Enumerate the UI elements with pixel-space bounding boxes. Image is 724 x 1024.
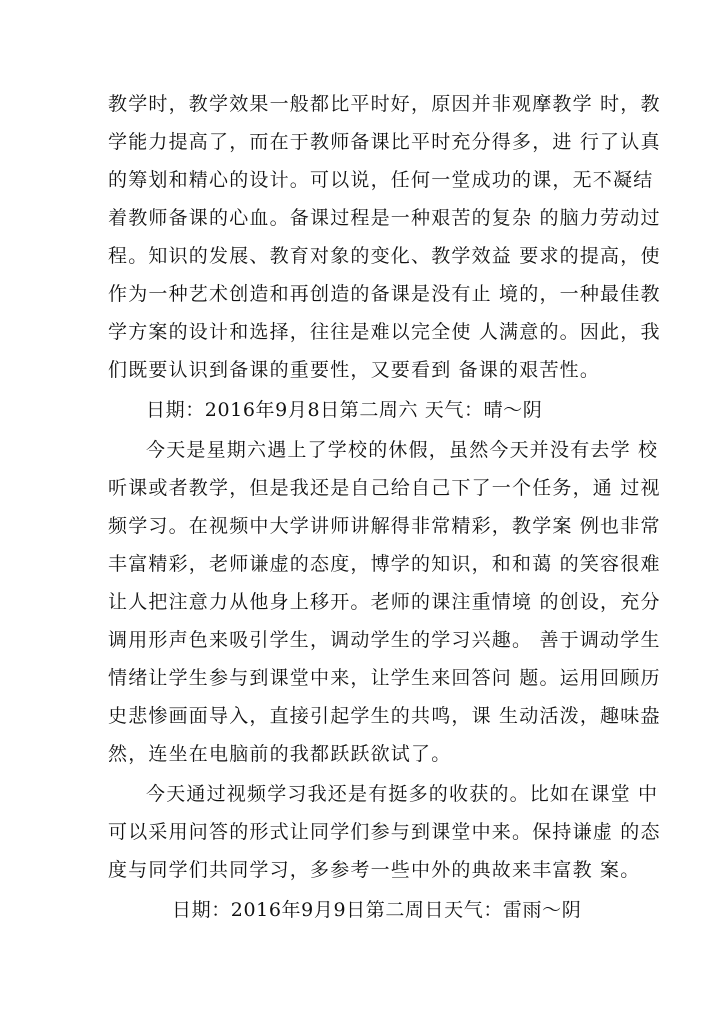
paragraph-line: 作为一种艺术创造和再创造的备课是没有止 境的，一种最佳教 — [108, 283, 661, 305]
paragraph-line: 程。知识的发展、教育对象的变化、教学效益 要求的提高，使 — [108, 245, 661, 267]
paragraph-line: 学能力提高了，而在于教师备课比平时充分得多，进 行了认真 — [108, 131, 661, 153]
paragraph-line: 让人把注意力从他身上移开。老师的课注重情境 的创设，充分 — [108, 591, 661, 613]
paragraph-line: 的筹划和精心的设计。可以说，任何一堂成功的课，无不凝结 — [108, 169, 654, 191]
paragraph-line: 听课或者教学，但是我还是自己给自己下了一个任务，通 过视 — [108, 477, 661, 499]
paragraph-line: 教学时，教学效果一般都比平时好，原因并非观摩教学 时，教 — [108, 93, 661, 115]
paragraph-line: 频学习。在视频中大学讲师讲解得非常精彩，教学案 例也非常 — [108, 515, 661, 537]
paragraph-line: 度与同学们共同学习，多参考一些中外的典故来丰富教 案。 — [108, 859, 641, 881]
diary-date-2: 日期：2016年9月9日第二周日天气：雷雨～阴 — [172, 899, 582, 921]
paragraph-line: 今天通过视频学习我还是有挺多的收获的。比如在课堂 中 — [146, 783, 659, 805]
diary-date-1: 日期：2016年9月8日第二周六 天气：晴～阴 — [146, 399, 543, 421]
paragraph-line: 史悲惨画面导入，直接引起学生的共鸣，课 生动活泼，趣味盎 — [108, 705, 661, 727]
paragraph-line: 情绪让学生参与到课堂中来，让学生来回答问 题。运用回顾历 — [108, 667, 661, 689]
paragraph-line: 可以采用问答的形式让同学们参与到课堂中来。保持谦虚 的态 — [108, 821, 661, 843]
paragraph-line: 们既要认识到备课的重要性，又要看到 备课的艰苦性。 — [108, 359, 601, 381]
paragraph-line: 学方案的设计和选择，往往是难以完全使 人满意的。因此，我 — [108, 321, 661, 343]
paragraph-line: 今天是星期六遇上了学校的休假，虽然今天并没有去学 校 — [146, 439, 659, 461]
paragraph-line: 调用形声色来吸引学生，调动学生的学习兴趣。 善于调动学生 — [108, 629, 661, 651]
paragraph-line: 丰富精彩，老师谦虚的态度，博学的知识，和和蔼 的笑容很难 — [108, 553, 661, 575]
paragraph-line: 然，连坐在电脑前的我都跃跃欲试了。 — [108, 743, 452, 765]
paragraph-line: 着教师备课的心血。备课过程是一种艰苦的复杂 的脑力劳动过 — [108, 207, 661, 229]
